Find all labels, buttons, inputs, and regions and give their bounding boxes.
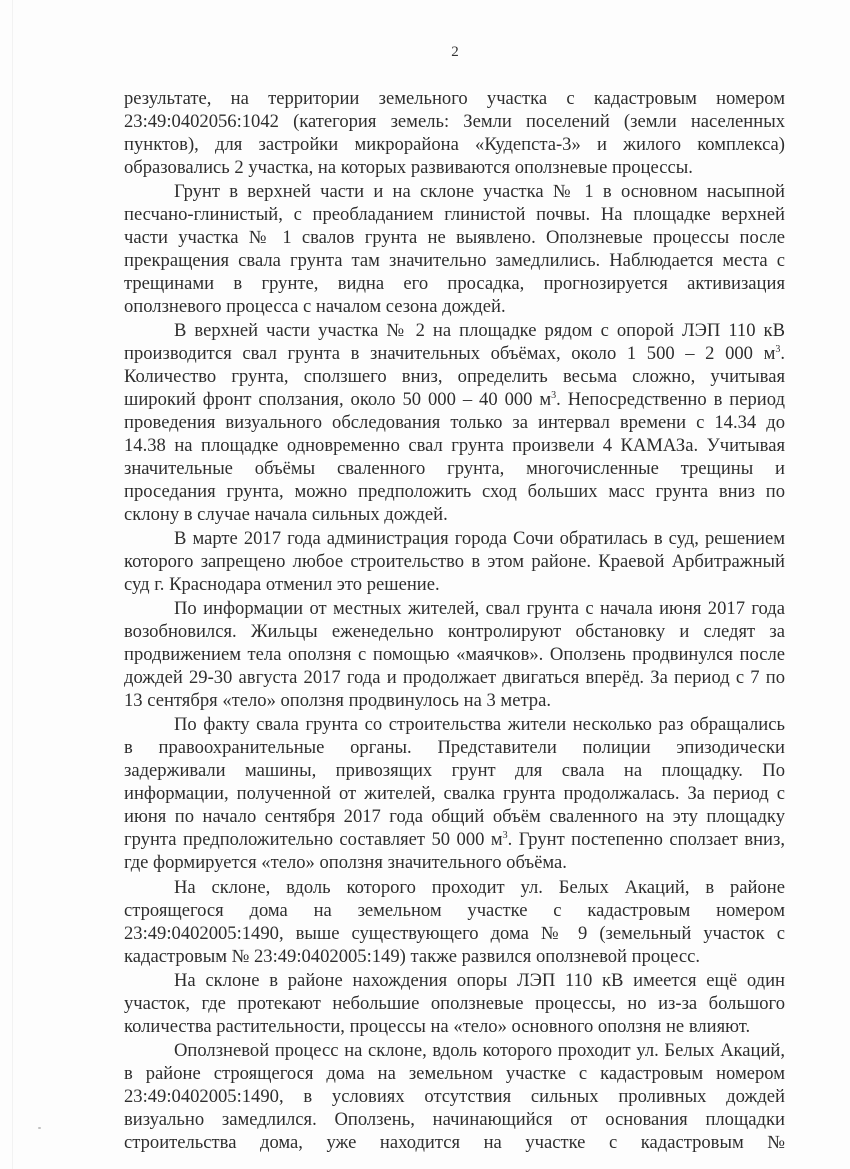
text-line: Количество грунта, сползшего вниз, определить весьма сложно, учитывая xyxy=(124,366,785,387)
text-line: результате, на территории земельного участка с кадастровым номером xyxy=(124,88,785,109)
text-line: в районе строящегося дома на земельном участке с кадастровым номером xyxy=(124,1063,785,1084)
text-line: в правоохранительные органы. Представители полиции эпизодически xyxy=(124,737,785,758)
text-segment: производится свал грунта в значительных объёмах, около 1 500 – 2 000 м xyxy=(124,343,776,364)
text-segment: широкий фронт сползания, около 50 000 – 40 000 м xyxy=(124,389,552,410)
text-line: которого запрещено любое строительство в этом районе. Краевой Арбитражный xyxy=(124,551,785,572)
text-line: проведения визуального обследования только за интервал времени с 14.34 до xyxy=(124,412,785,433)
text-line: 14.38 на площадке одновременно свал грунта произвели 4 КАМАЗа. Учитывая xyxy=(124,435,785,456)
text-segment: грунта предположительно составляет 50 000 м xyxy=(124,829,503,850)
text-line: 23:49:0402056:1042 (категория земель: Земли поселений (земли населенных xyxy=(124,111,785,132)
text-segment: . xyxy=(780,343,785,364)
text-line: В верхней части участка № 2 на площадке рядом с опорой ЛЭП 110 кВ xyxy=(174,320,785,341)
text-line: Оползневой процесс на склоне, вдоль которого проходит ул. Белых Акаций, xyxy=(174,1040,785,1061)
text-line: продвижением тела оползня с помощью «маячков». Оползень продвинулся после xyxy=(124,644,785,665)
superscript: 3 xyxy=(775,344,781,355)
text-segment: . Непосредственно в период xyxy=(556,389,785,410)
text-line: количества растительности, процессы на «тело» основного оползня не влияют. xyxy=(124,1016,751,1037)
text-segment: . Грунт постепенно сползает вниз, xyxy=(507,829,785,850)
text-line: образовались 2 участка, на которых развиваются оползневые процессы. xyxy=(124,157,693,178)
text-line: строящегося дома на земельном участке с кадастровым номером xyxy=(124,900,785,921)
text-line: кадастровым № 23:49:0402005:149) также развился оползневой процесс. xyxy=(124,946,701,967)
text-line: участок, где протекают небольшие оползневые процессы, но из-за большого xyxy=(124,993,785,1014)
text-line xyxy=(124,829,785,851)
text-line: проседания грунта, можно предположить сход больших масс грунта вниз по xyxy=(124,481,785,502)
text-line: 13 сентября «тело» оползня продвинулось на 3 метра. xyxy=(124,690,552,711)
text-line: информации, полученной от жителей, свалка грунта продолжалась. За период с xyxy=(124,783,785,804)
scan-speck xyxy=(38,1127,41,1129)
text-line: склону в случае начала сильных дождей. xyxy=(124,504,448,525)
text-line xyxy=(124,389,785,411)
text-line: 23:49:0402005:1490, выше существующего дома № 9 (земельный участок с xyxy=(124,923,785,944)
text-line: В марте 2017 года администрация города Сочи обратилась в суд, решением xyxy=(174,528,785,549)
text-line: прекращения свала грунта там значительно замедлились. Наблюдается места с xyxy=(124,250,785,271)
page-number: 2 xyxy=(451,44,459,60)
text-line: пунктов), для застройки микрорайона «Кудепста-3» и жилого комплекса) xyxy=(124,134,785,155)
text-line: части участка № 1 свалов грунта не выявлено. Оползневые процессы после xyxy=(124,227,785,248)
text-line: где формируется «тело» оползня значительного объёма. xyxy=(124,852,567,873)
text-line: строительства дома, уже находится на участке с кадастровым № xyxy=(124,1132,785,1153)
text-line: июня по начало сентября 2017 года общий объём сваленного на эту площадку xyxy=(124,806,785,827)
text-line: Грунт в верхней части и на склоне участка № 1 в основном насыпной xyxy=(174,181,785,202)
text-line: На склоне в районе нахождения опоры ЛЭП 110 кВ имеется ещё один xyxy=(174,970,785,991)
scan-edge xyxy=(12,0,13,1169)
text-line: песчано-глинистый, с преобладанием глинистой почвы. На площадке верхней xyxy=(124,204,785,225)
text-line: возобновился. Жильцы еженедельно контролируют обстановку и следят за xyxy=(124,621,785,642)
text-line: дождей 29-30 августа 2017 года и продолжает двигаться вперёд. За период с 7 по xyxy=(124,667,785,688)
text-line: суд г. Краснодара отменил это решение. xyxy=(124,574,440,595)
text-line: задерживали машины, привозящих грунт для свала на площадку. По xyxy=(124,760,785,781)
text-line: оползневого процесса с началом сезона дождей. xyxy=(124,296,506,317)
superscript: 3 xyxy=(502,830,508,841)
text-line: трещинами в грунте, видна его просадка, прогнозируется активизация xyxy=(124,273,785,294)
text-line: визуально замедлился. Оползень, начинающийся от основания площадки xyxy=(124,1109,785,1130)
superscript: 3 xyxy=(551,390,557,401)
text-line: По информации от местных жителей, свал грунта с начала июня 2017 года xyxy=(174,598,785,619)
text-line: 23:49:0402005:1490, в условиях отсутствия сильных проливных дождей xyxy=(124,1086,785,1107)
text-line: значительные объёмы сваленного грунта, многочисленные трещины и xyxy=(124,458,785,479)
text-line: На склоне, вдоль которого проходит ул. Белых Акаций, в районе xyxy=(174,877,785,898)
text-line: По факту свала грунта со строительства жители несколько раз обращались xyxy=(174,714,785,735)
text-line xyxy=(124,343,785,365)
